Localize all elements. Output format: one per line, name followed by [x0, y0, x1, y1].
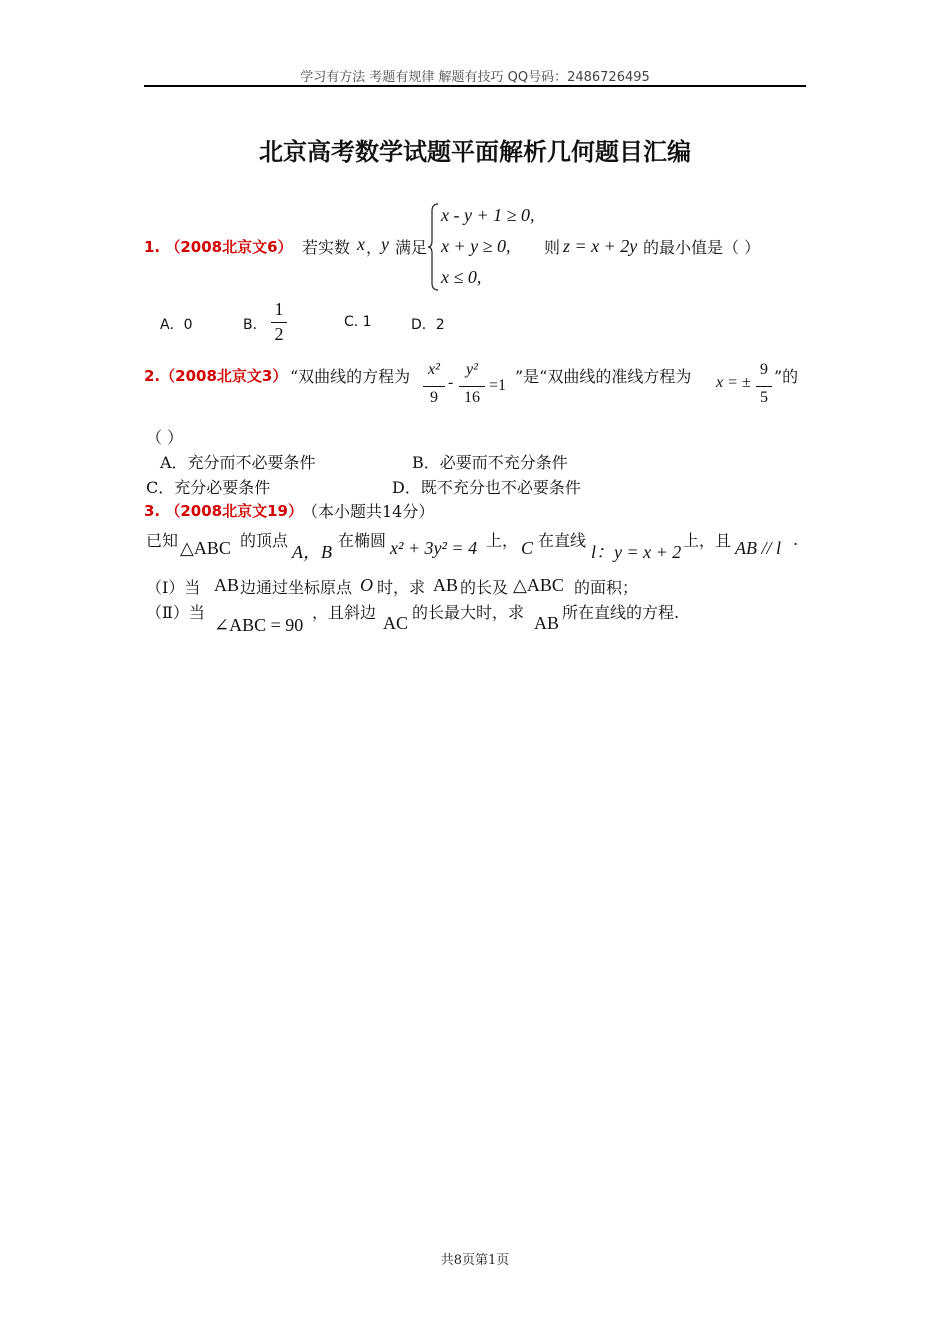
q3-part2-a: （Ⅱ）当	[146, 603, 205, 622]
q2-fraction-x-numerator: x²	[428, 361, 440, 378]
q2-choice-d[interactable]: D．既不充分也不必要条件	[392, 478, 581, 497]
q2-x-equals: x = ±	[716, 374, 751, 391]
q1-var-x: x	[357, 234, 365, 254]
q2-label: 2.（2008北京文3）	[144, 367, 288, 385]
q1-choice-b-fraction	[271, 299, 287, 347]
q1-stem-a: 若实数	[302, 238, 351, 257]
q3-point-c: C	[521, 538, 534, 558]
q3-part1-triangle: △ABC	[513, 575, 564, 595]
q1-comma: ，	[366, 238, 383, 257]
q3-line1-d: 上，	[486, 531, 519, 550]
q3-line1-f: 上，且	[683, 531, 732, 550]
q3-part1-e: 的面积；	[574, 578, 639, 597]
q2-minus: -	[448, 374, 454, 391]
q3-ellipse: x² + 3y² = 4	[390, 538, 478, 558]
q3-part2-c: 的长最大时，求	[412, 603, 525, 622]
q2-fraction-y-numerator: y²	[466, 361, 478, 378]
q1-then: 则	[544, 238, 561, 257]
page-header: 学习有方法 考题有规律 解题有技巧 QQ号码：2486726495	[300, 70, 650, 85]
q2-fraction-directrix-denominator: 5	[760, 389, 768, 406]
q1-system-brace	[428, 203, 440, 291]
q1-fraction-bar	[271, 322, 287, 323]
q2-choice-b[interactable]: B．必要而不充分条件	[412, 453, 568, 472]
q2-stem-a: “双曲线的方程为	[290, 367, 411, 386]
q2-fraction-directrix	[756, 361, 772, 411]
q2-fraction-directrix-numerator: 9	[760, 361, 768, 378]
q1-stem-b: 满足	[395, 238, 428, 257]
q2-stem-c: ”的	[774, 367, 799, 386]
q1-sys-row-2: x + y ≥ 0,	[441, 236, 511, 256]
q1-label: 1. （2008北京文6）	[144, 238, 293, 256]
q3-points-ab: A，B	[292, 542, 332, 562]
q3-part1-b: 边通过坐标原点	[240, 578, 353, 597]
q2-choice-c[interactable]: C．充分必要条件	[146, 478, 271, 497]
q2-stem-b: ”是“双曲线的准线方程为	[515, 367, 692, 386]
q3-triangle: △ABC	[180, 538, 231, 558]
q1-choice-a[interactable]: A．0	[160, 317, 193, 333]
q3-line1-c: 在椭圆	[338, 531, 387, 550]
q1-stem-c: 的最小值是（ ）	[643, 238, 761, 257]
q1-expression: z = x + 2y	[563, 236, 638, 256]
q1-choice-d[interactable]: D．2	[411, 317, 445, 333]
q3-part2-ab: AB	[534, 613, 560, 633]
q1-sys-row-3: x ≤ 0,	[441, 267, 482, 287]
q2-answer-paren: （ ）	[146, 428, 184, 447]
q3-part2-ac: AC	[383, 613, 409, 633]
q2-fraction-y	[459, 361, 485, 411]
q3-line1-b: 的顶点	[240, 531, 289, 550]
q3-line1-e: 在直线	[538, 531, 587, 550]
q2-fraction-directrix-bar	[756, 386, 772, 387]
q2-choice-a[interactable]: A．充分而不必要条件	[160, 453, 316, 472]
q2-equals-one: =1	[489, 377, 507, 394]
q1-var-y: y	[381, 234, 389, 254]
q3-label: 3. （2008北京文19）	[144, 502, 303, 520]
q3-line1-dot: .	[793, 530, 799, 549]
q1-sys-row-1: x - y + 1 ≥ 0,	[441, 205, 535, 225]
q3-part1-a: （Ⅰ）当	[146, 578, 201, 597]
q3-part1-d: 的长及	[460, 578, 509, 597]
q2-fraction-x-bar	[423, 386, 445, 387]
q2-fraction-y-denominator: 16	[464, 389, 480, 406]
q3-line1-a: 已知	[146, 531, 179, 550]
q3-note: （本小题共14分）	[302, 502, 435, 521]
page-footer: 共8页第1页	[440, 1253, 510, 1268]
q3-parallel: AB // l	[735, 538, 781, 558]
q3-part1-ab: AB	[214, 575, 240, 595]
q2-fraction-y-bar	[459, 386, 485, 387]
q3-part1-o: O	[360, 575, 373, 595]
q1-choice-b[interactable]: B．	[243, 317, 267, 333]
q1-fraction-denominator: 2	[274, 324, 284, 344]
q1-fraction-numerator: 1	[274, 299, 284, 319]
q3-part2-angle: ∠ABC = 90	[214, 615, 304, 635]
q1-choice-c[interactable]: C. 1	[344, 314, 372, 330]
q2-fraction-x	[423, 361, 445, 411]
q3-part1-c: 时，求	[377, 578, 426, 597]
q3-part1-ab2: AB	[433, 575, 459, 595]
q2-fraction-x-denominator: 9	[430, 389, 438, 406]
q3-part2-b: ，且斜边	[312, 603, 377, 622]
page-title: 北京高考数学试题平面解析几何题目汇编	[259, 137, 691, 166]
q3-part2-d: 所在直线的方程.	[562, 603, 680, 622]
q3-line-l: l：y = x + 2	[591, 542, 682, 562]
header-rule	[144, 85, 806, 87]
